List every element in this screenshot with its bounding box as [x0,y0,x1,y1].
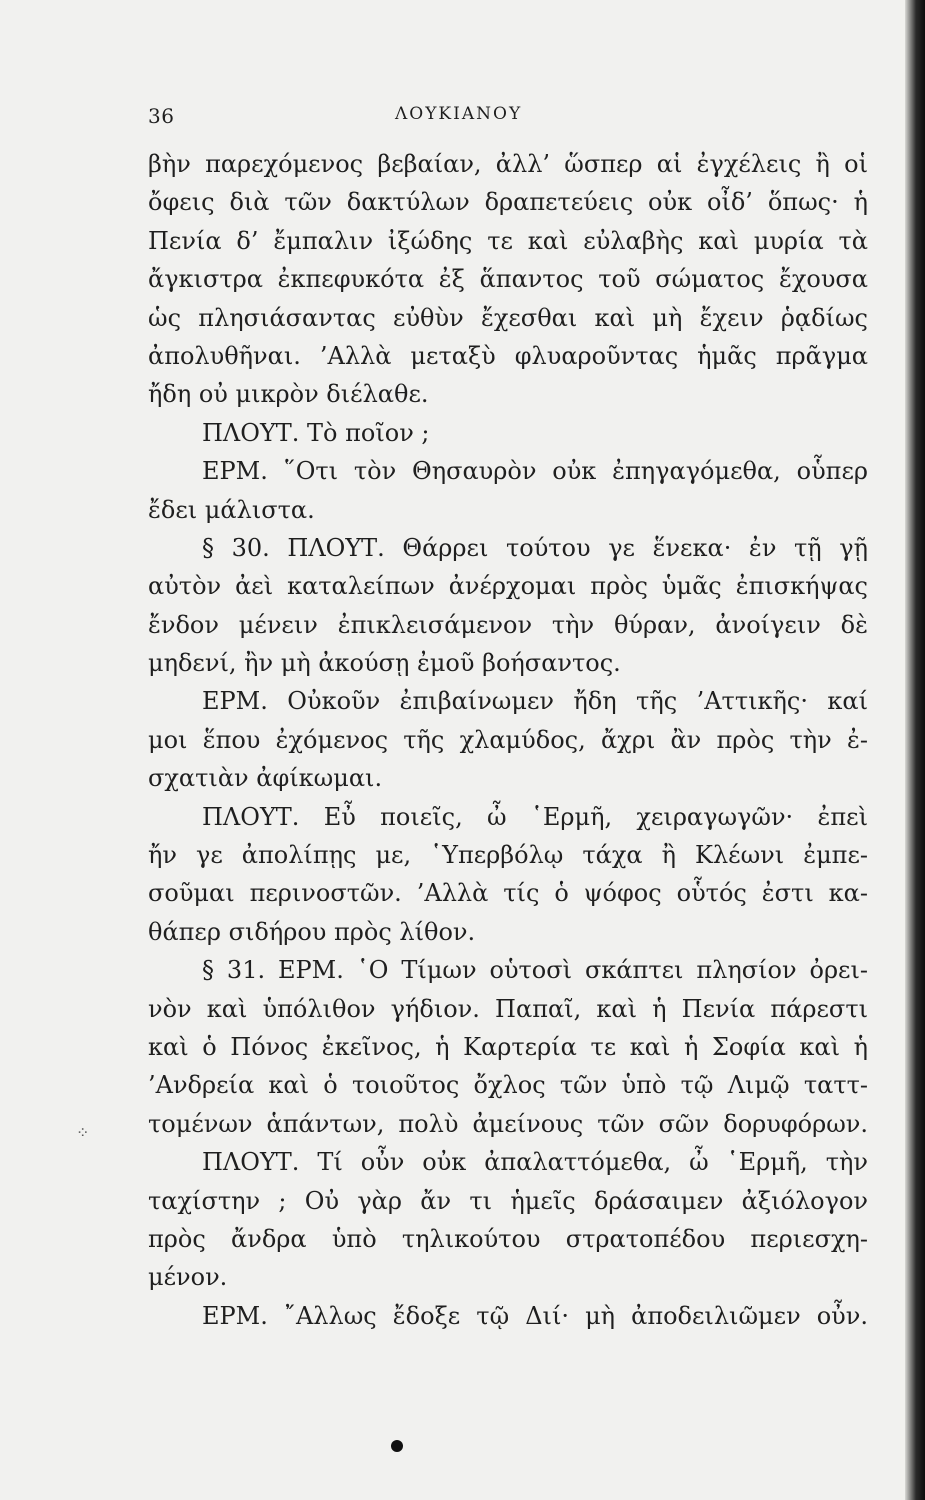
page-number: 36 [148,104,175,128]
text-line: καὶ ὁ Πόνος ἐκεῖνος, ἡ Καρτερία τε καὶ ἡ Σοφία καὶ ἡ [148,1032,868,1061]
dialogue-line: ΠΛΟΥΤ. Τὸ ποῖον ; [202,418,430,447]
scan-edge-shadow [905,0,925,1500]
section-line: § 30. ΠΛΟΥΤ. Θάρρει τούτου γε ἕνεκα· ἐν τῇ γῇ [202,533,868,562]
dialogue-line: ΕΡΜ. Οὐκοῦν ἐπιβαίνωμεν ἤδη τῆς ’Αττικῆς· καί [202,687,868,716]
dialogue-line: ΕΡΜ. ῞Οτι τὸν Θησαυρὸν οὐκ ἐπηγαγόμεθα, οὗπερ [202,457,868,486]
text-line: αὐτὸν ἀεὶ καταλείπων ἀνέρχομαι πρὸς ὑμᾶς ἐπισκήψας [148,572,868,601]
text-line: θάπερ σιδήρου πρὸς λίθον. [148,917,476,946]
margin-speck: ⁘ [76,1123,90,1142]
text-line: πρὸς ἄνδρα ὑπὸ τηλικούτου στρατοπέδου περιεσχη- [148,1224,868,1253]
text-line: ἤν γε ἀπολίπῃς με, ῾Υπερβόλῳ τάχα ἢ Κλέωνι ἐμπε- [148,841,868,870]
text-line: βὴν παρεχόμενος βεβαίαν, ἀλλ’ ὥσπερ αἱ ἐγχέλεις ἢ οἱ [148,150,868,178]
text-line: ὡς πλησιάσαντας εὐθὺν ἔχεσθαι καὶ μὴ ἔχειν ῥᾳδίως [148,303,868,332]
text-line: σοῦμαι περινοστῶν. ’Αλλὰ τίς ὁ ψόφος οὗτός ἐστι κα- [148,879,868,908]
text-line: ταχίστην ; Οὐ γὰρ ἄν τι ἡμεῖς δράσαιμεν ἀξιόλογον [148,1186,868,1215]
text-line: μηδενί, ἢν μὴ ἀκούσῃ ἐμοῦ βοήσαντος. [148,649,621,678]
text-line: μένον. [148,1263,228,1292]
page-header [0,100,925,140]
dialogue-line: ΠΛΟΥΤ. Τί οὖν οὐκ ἀπαλαττόμεθα, ὦ ῾Ερμῆ, τὴν [202,1148,868,1177]
text-line: ἔδει μάλιστα. [148,495,315,524]
dialogue-line: ΠΛΟΥΤ. Εὖ ποιεῖς, ὦ ῾Ερμῆ, χειραγωγῶν· ἐπεὶ [202,802,868,831]
text-line: μοι ἕπου ἐχόμενος τῆς χλαμύδος, ἄχρι ἂν πρὸς τὴν ἐ- [148,725,868,754]
text-line: ἀπολυθῆναι. ’Αλλὰ μεταξὺ φλυαροῦντας ἡμᾶς πρᾶγμα [148,341,868,370]
ink-dot [391,1440,403,1452]
text-line: Πενία δ’ ἔμπαλιν ἰξώδης τε καὶ εὐλαβὴς καὶ μυρία τὰ [148,226,868,255]
section-line: § 31. ΕΡΜ. ῾Ο Τίμων οὑτοσὶ σκάπτει πλησίον ὀρει- [202,956,868,985]
text-line: ἄγκιστρα ἐκπεφυκότα ἐξ ἅπαντος τοῦ σώματος ἔχουσα [148,265,868,294]
body-text [148,145,868,1335]
text-line: ἤδη οὐ μικρὸν διέλαθε. [148,380,429,409]
text-line: σχατιὰν ἀφίκωμαι. [148,764,383,793]
text-line: τομένων ἁπάντων, πολὺ ἀμείνους τῶν σῶν δορυφόρων. [148,1109,868,1138]
dialogue-line: ΕΡΜ. ῎Αλλως ἔδοξε τῷ Διί· μὴ ἀποδειλιῶμεν οὖν. [202,1301,868,1330]
text-line: ’Ανδρεία καὶ ὁ τοιοῦτος ὄχλος τῶν ὑπὸ τῷ Λιμῷ ταττ- [148,1071,868,1100]
text-line: νὸν καὶ ὑπόλιθον γήδιον. Παπαῖ, καὶ ἡ Πενία πάρεστι [148,994,868,1023]
running-title: ΛΟΥΚΙΑΝΟΥ [395,104,523,124]
text-line: ὄφεις διὰ τῶν δακτύλων δραπετεύεις οὐκ οἶδ’ ὅπως· ἡ [148,188,868,217]
text-line: ἔνδον μένειν ἐπικλεισάμενον τὴν θύραν, ἀνοίγειν δὲ [148,610,868,639]
